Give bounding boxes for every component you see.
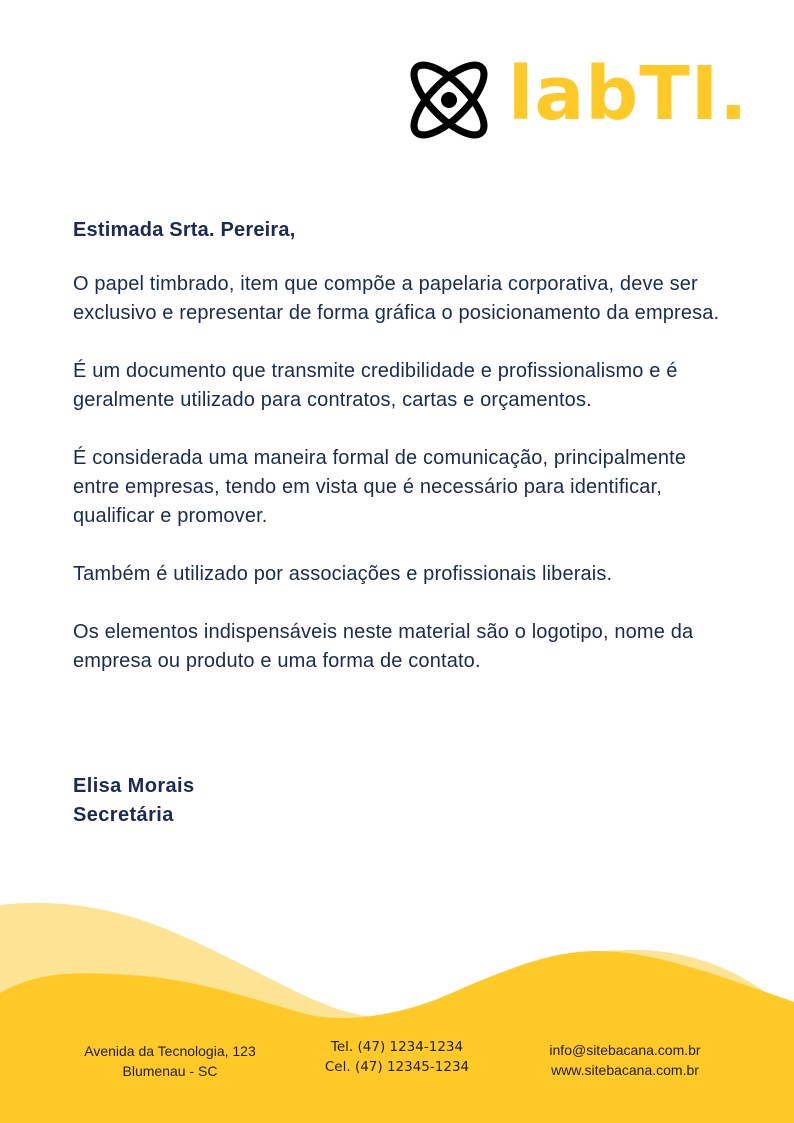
footer-contact-info bbox=[0, 1036, 794, 1086]
website-url: www.sitebacana.com.br bbox=[551, 1062, 699, 1078]
atom-icon bbox=[404, 55, 494, 145]
paragraph-3: É considerada uma maneira formal de comunicação, principalmente entre empresas, tendo em vista que é necessário para identificar, qualificar e promover. bbox=[73, 447, 687, 527]
phone-block bbox=[307, 1037, 487, 1077]
web-block bbox=[525, 1040, 725, 1080]
letter-body bbox=[73, 216, 733, 705]
footer-wave-decoration bbox=[0, 880, 794, 1123]
address-line-1: Avenida da Tecnologia, 123 bbox=[84, 1043, 256, 1059]
cellphone: Cel. (47) 12345-1234 bbox=[324, 1059, 470, 1075]
paragraph-1: O papel timbrado, item que compõe a papelaria corporativa, deve ser exclusivo e representar de forma gráfica o posicionamento da empresa. bbox=[73, 273, 720, 324]
signer-title: Secretária bbox=[73, 804, 174, 826]
email-address: info@sitebacana.com.br bbox=[549, 1042, 701, 1058]
signer-name: Elisa Morais bbox=[73, 775, 195, 797]
address-line-2: Blumenau - SC bbox=[122, 1063, 218, 1079]
signature-block bbox=[73, 772, 195, 830]
brand-name: labTI. bbox=[508, 51, 749, 137]
paragraph-4: Também é utilizado por associações e profissionais liberais. bbox=[73, 563, 613, 585]
paragraph-5: Os elementos indispensáveis neste material são o logotipo, nome da empresa ou produto e uma forma de contato. bbox=[73, 621, 694, 672]
paragraph-2: É um documento que transmite credibilidade e profissionalismo e é geralmente utilizado para contratos, cartas e orçamentos. bbox=[73, 360, 678, 411]
salutation: Estimada Srta. Pereira, bbox=[73, 219, 296, 241]
address-block bbox=[70, 1041, 270, 1081]
company-logo bbox=[404, 51, 749, 146]
telephone: Tel. (47) 1234-1234 bbox=[330, 1039, 464, 1055]
